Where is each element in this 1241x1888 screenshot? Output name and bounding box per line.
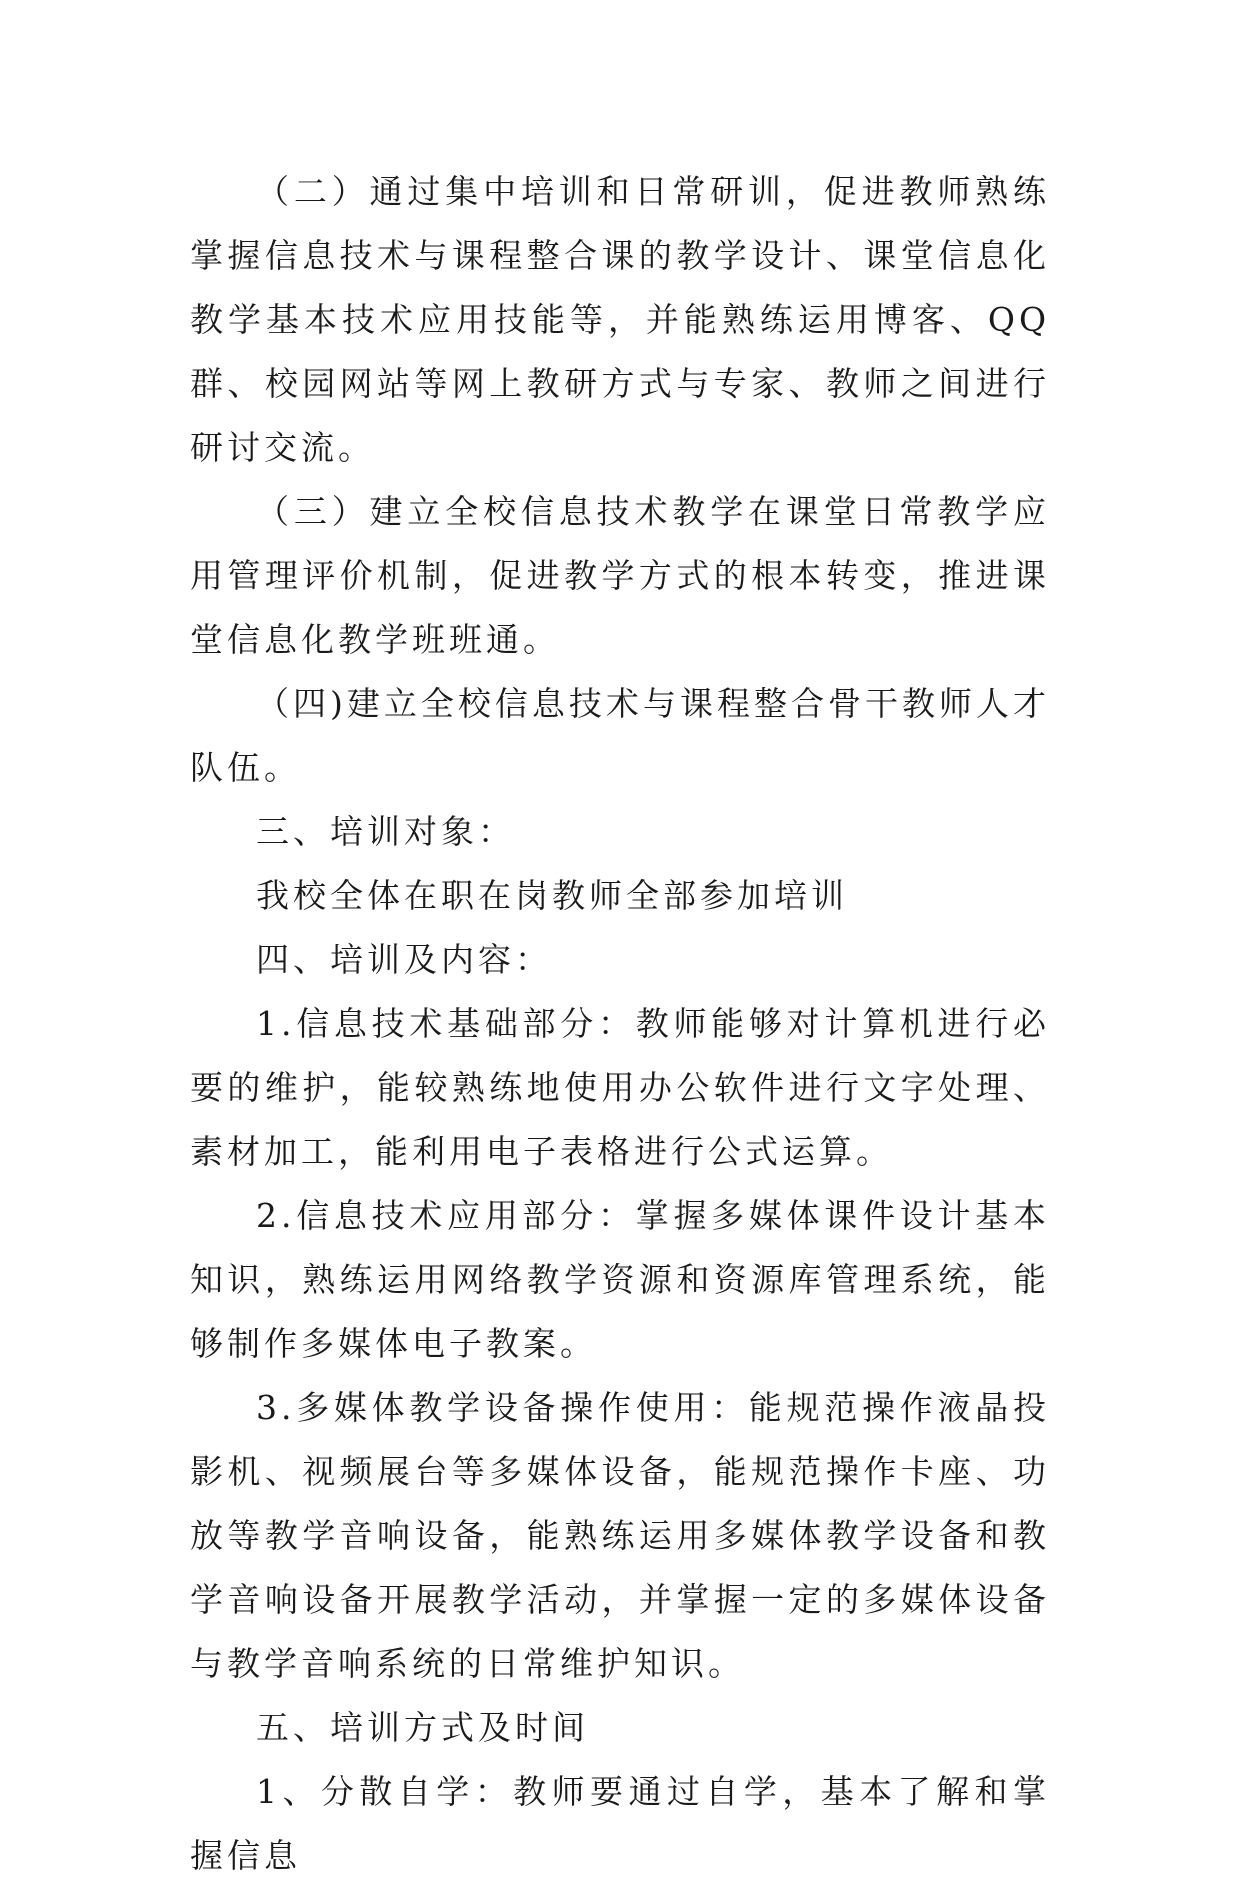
document-body (190, 160, 1050, 1888)
paragraph-method-1: 1、分散自学：教师要通过自学，基本了解和掌握信息 (190, 1772, 1050, 1875)
paragraph-training-targets: 我校全体在职在岗教师全部参加培训 (256, 876, 848, 915)
paragraph-objective-3: （三）建立全校信息技术教学在课堂日常教学应用管理评价机制，促进教学方式的根本转变，推进课堂信息化教学班班通。 (190, 492, 1050, 659)
heading-training-method: 五、培训方式及时间 (256, 1708, 589, 1747)
paragraph-content-3: 3.多媒体教学设备操作使用：能规范操作液晶投影机、视频展台等多媒体设备，能规范操作卡座、功放等教学音响设备，能熟练运用多媒体教学设备和教学音响设备开展教学活动，并掌握一定的多媒体设备与教学音响系统的日常维护知识。 (190, 1388, 1050, 1683)
heading-training-content: 四、培训及内容： (256, 940, 552, 979)
paragraph-objective-4: （四)建立全校信息技术与课程整合骨干教师人才队伍。 (190, 684, 1050, 787)
heading-training-targets: 三、培训对象： (256, 812, 515, 851)
paragraph-objective-2: （二）通过集中培训和日常研训，促进教师熟练掌握信息技术与课程整合课的教学设计、课堂信息化教学基本技术应用技能等，并能熟练运用博客、QQ群、校园网站等网上教研方式与专家、教师之间进行研讨交流。 (190, 172, 1050, 467)
paragraph-content-1: 1.信息技术基础部分：教师能够对计算机进行必要的维护，能较熟练地使用办公软件进行文字处理、素材加工，能利用电子表格进行公式运算。 (190, 1004, 1050, 1171)
paragraph-content-2: 2.信息技术应用部分：掌握多媒体课件设计基本知识，熟练运用网络教学资源和资源库管理系统，能够制作多媒体电子教案。 (190, 1196, 1050, 1363)
